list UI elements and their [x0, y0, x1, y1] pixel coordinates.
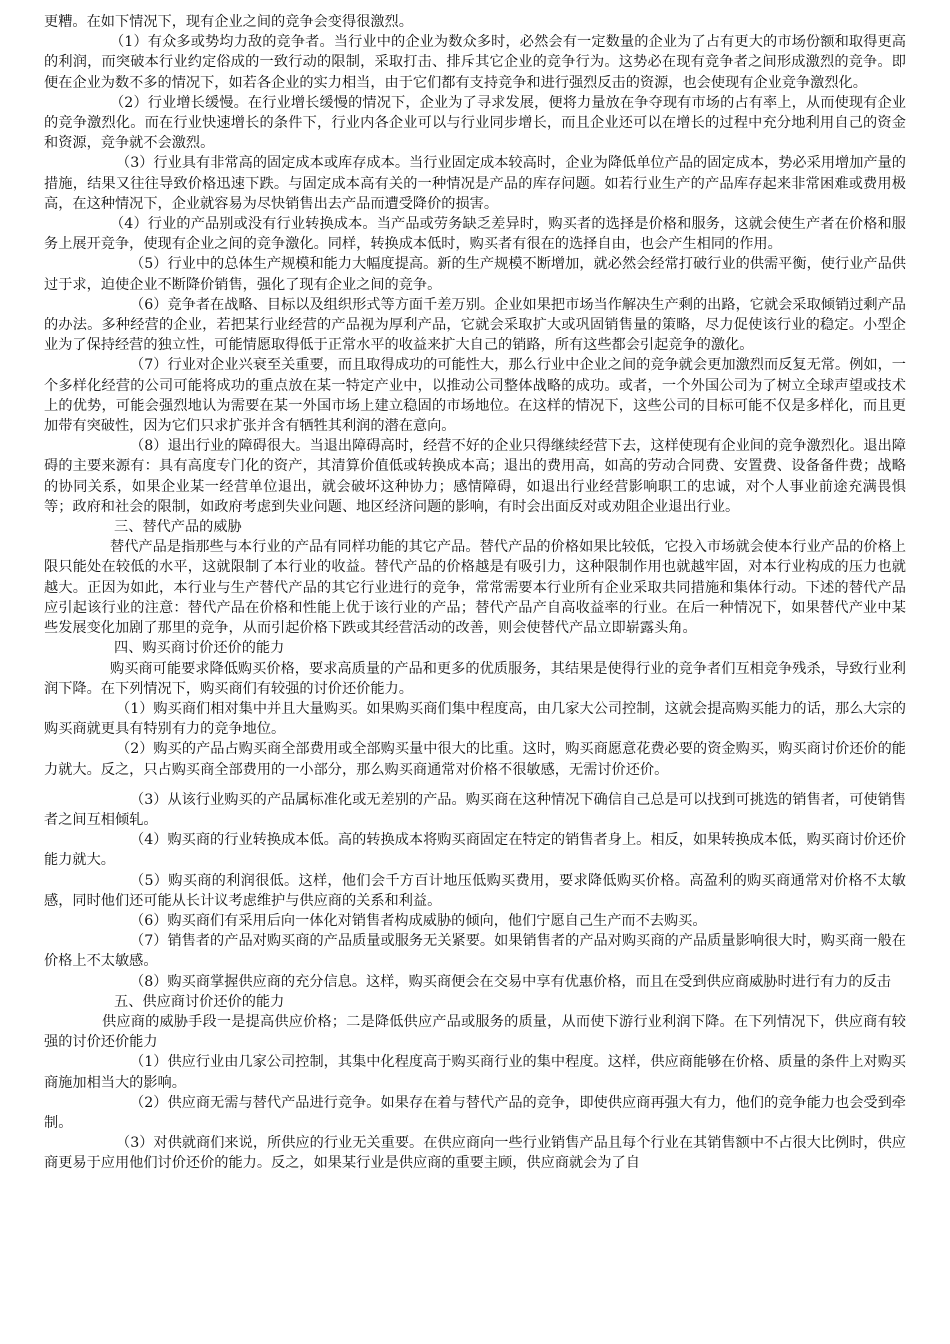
body-paragraph: （6）竞争者在战略、目标以及组织形式等方面千差万别。企业如果把市场当作解决生产剩的出路，它就会采取倾销过剩产品的办法。多种经营的企业，若把某行业经营的产品视为厚利产品，它就会采取扩大或巩固销售量的策略，尽力促使该行业的稳定。小型企业为了保持经营的独立性，可能情愿取得低于正常水平的收益来扩大自己的销路，所有这些都会引起竞争的激化。	[44, 296, 906, 354]
body-paragraph: （7）销售者的产品对购买商的产品质量或服务无关紧要。如果销售者的产品对购买商的产品质量影响很大时，购买商一般在价格上不太敏感。	[44, 933, 906, 970]
section-heading: 三、替代产品的威胁	[114, 519, 242, 536]
body-paragraph: （4）购买商的行业转换成本低。高的转换成本将购买商固定在特定的销售者身上。相反，如果转换成本低，购买商讨价还价能力就大。	[44, 832, 906, 869]
body-paragraph: （5）购买商的利润很低。这样，他们会千方百计地压低购买费用，要求降低购买价格。高盈利的购买商通常对价格不太敏感，同时他们还可能从长计议考虑维护与供应商的关系和利益。	[44, 872, 906, 909]
body-paragraph: （2）供应商无需与替代产品进行竞争。如果存在着与替代产品的竞争，即使供应商再强大有力，他们的竞争能力也会受到牵制。	[44, 1094, 906, 1131]
paragraph-spacer	[44, 780, 906, 790]
body-paragraph: （3）对供就商们来说，所供应的行业无关重要。在供应商向一些行业销售产品且每个行业在其销售额中不占很大比例时，供应商更易于应用他们讨价还价的能力。反之，如果某行业是供应商的重要主顾，供应商就会为了自	[44, 1135, 906, 1172]
body-paragraph: （8）退出行业的障碍很大。当退出障碍高时，经营不好的企业只得继续经营下去，这样使现有企业间的竞争激烈化。退出障碍的主要来源有：具有高度专门化的资产，其清算价值低或转换成本高；退出的费用高，如高的劳动合同费、安置费、设备备件费；战略的协同关系，如果企业某一经营单位退出，就会破坏这种协力；感情障碍，如退出行业经营影响职工的忠诚，对个人事业前途充满畏惧等；政府和社会的限制，如政府考虑到失业问题、地区经济问题的影响，有时会出面反对或劝阻企业退出行业。	[44, 438, 906, 515]
body-paragraph: 替代产品是指那些与本行业的产品有同样功能的其它产品。替代产品的价格如果比较低，它投入市场就会使本行业产品的价格上限只能处在较低的水平，这就限制了本行业的收益。替代产品的价格越是有吸引力，这种限制作用也就越牢固，对本行业构成的压力也就越大。正因为如此，本行业与生产替代产品的其它行业进行的竞争，常常需要本行业所有企业采取共同措施和集体行动。下述的替代产品应引起该行业的注意：替代产品在价格和性能上优于该行业的产品；替代产品产自高收益率的行业。在后一种情况下，如果替代产业中某些发展变化加剧了那里的竞争，从而引起价格下跌或其经营活动的改善，则会使替代产品立即崭露头角。	[44, 539, 906, 637]
body-paragraph: 供应商的威胁手段一是提高供应价格；二是降低供应产品或服务的质量，从而使下游行业利润下降。在下列情况下，供应商有较强的讨价还价能力	[44, 1013, 906, 1051]
section-heading: 五、供应商讨价还价的能力	[114, 993, 285, 1010]
body-paragraph: （1）有众多或势均力敌的竞争者。当行业中的企业为数众多时，必然会有一定数量的企业为了占有更大的市场份额和取得更高的利润，而突破本行业约定俗成的一致行动的限制，采取打击、排斥其它企业的竞争行为。这势必在现有竞争者之间形成激烈的竞争。即便在企业为数不多的情况下，如若各企业的实力相当，由于它们都有支持竞争和进行强烈反击的资源，也会使现有企业竞争激烈化。	[44, 34, 906, 91]
body-paragraph: （3）从该行业购买的产品属标准化或无差别的产品。购买商在这种情况下确信自己总是可以找到可挑选的销售者，可使销售者之间互相倾轧。	[44, 791, 906, 828]
body-paragraph: （7）行业对企业兴衰至关重要，而且取得成功的可能性大，那么行业中企业之间的竞争就会更加激烈而反复无常。例如，一个多样化经营的公司可能将成功的重点放在某一特定产业中，以推动公司整体战略的成功。或者，一个外国公司为了树立全球声望或技术上的优势，可能会强烈地认为需要在某一外国市场上建立稳固的市场地位。在这样的情况下，这些公司的目标可能不仅是多样化，而且更加带有突破性，因为它们只求扩张并含有牺牲其利润的潜在意向。	[44, 357, 906, 435]
body-paragraph: （6）购买商们有采用后向一体化对销售者构成威胁的倾向，他们宁愿自己生产而不去购买。	[130, 912, 707, 929]
body-paragraph: （1）供应行业由几家公司控制，其集中化程度高于购买商行业的集中程度。这样，供应商能够在价格、质量的条件上对购买商施加相当大的影响。	[44, 1054, 906, 1091]
body-paragraph: 购买商可能要求降低购买价格，要求高质量的产品和更多的优质服务，其结果是使得行业的竞争者们互相竞争残杀，导致行业利润下降。在下列情况下，购买商们有较强的讨价还价能力。	[44, 660, 906, 697]
body-paragraph: 更糟。在如下情况下，现有企业之间的竞争会变得很激烈。	[44, 14, 413, 30]
body-paragraph: （4）行业的产品别或没有行业转换成本。当产品或劳务缺乏差异时，购买者的选择是价格和服务，这就会使生产者在价格和服务上展开竞争，使现有企业之间的竞争激化。同样，转换成本低时，购买者有很在的选择自由，也会产生相同的作用。	[44, 216, 906, 253]
body-paragraph: （2）行业增长缓慢。在行业增长缓慢的情况下，企业为了寻求发展，便将力量放在争夺现有市场的占有率上，从而使现有企业的竞争激烈化。而在行业快速增长的条件下，行业内各企业可以与行业同步增长，而且企业还可以在增长的过程中充分地利用自己的资金和资源，竞争就不会激烈。	[44, 94, 906, 152]
section-heading: 四、购买商讨价还价的能力	[114, 640, 285, 657]
body-paragraph: （8）购买商掌握供应商的充分信息。这样，购买商便会在交易中享有优惠价格，而且在受到供应商威胁时进行有力的反击	[130, 973, 891, 990]
body-paragraph: （3）行业具有非常高的固定成本或库存成本。当行业固定成本较高时，企业为降低单位产品的固定成本，势必采用增加产量的措施，结果又往往导致价格迅速下跌。与固定成本高有关的一种情况是产品的库存问题。如若行业生产的产品库存起来非常困难或费用极高，在这种情况下，企业就容易为尽快销售出去产品而遭受降价的损害。	[44, 155, 906, 212]
body-paragraph: （2）购买的产品占购买商全部费用或全部购买量中很大的比重。这时，购买商愿意花费必要的资金购买，购买商讨价还价的能力就大。反之，只占购买商全部费用的一小部分，那么购买商通常对价格不很敏感，无需讨价还价。	[44, 741, 906, 778]
body-paragraph: （5）行业中的总体生产规模和能力大幅度提高。新的生产规模不断增加，就必然会经常打破行业的供需平衡，使行业产品供过于求，迫使企业不断降价销售，强化了现有企业之间的竞争。	[44, 256, 906, 293]
body-paragraph: （1）购买商们相对集中并且大量购买。如果购买商们集中程度高，由几家大公司控制，这就会提高购买能力的话，那么大宗的购买商就更具有特别有力的竞争地位。	[44, 700, 906, 738]
